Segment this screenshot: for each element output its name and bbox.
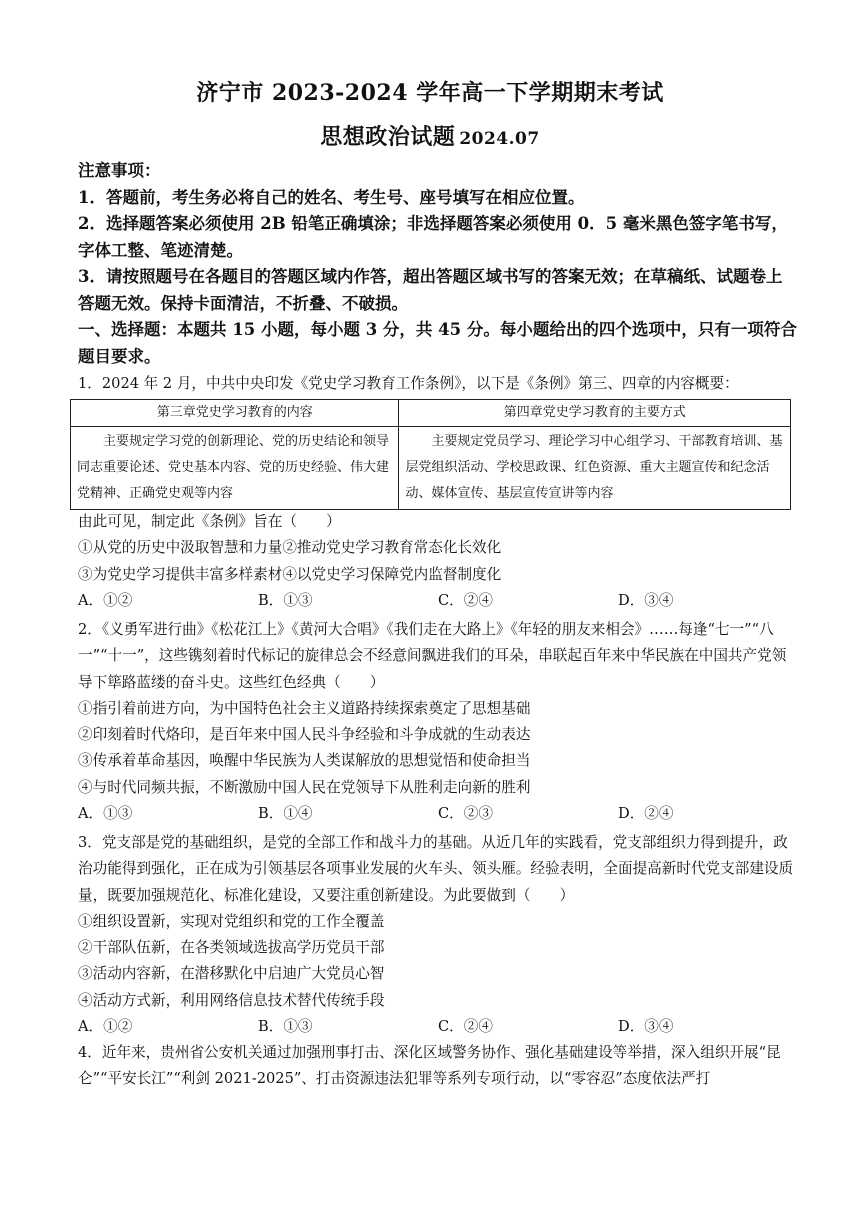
- question-stem: 3．党支部是党的基础组织，是党的全部工作和战斗力的基础。从近几年的实践看，党支部组织力得到提升，政治功能得到强化，正在成为引领基层各项事业发展的火车头、领头雁。经验表明，全面提高新时代党支部建设质量，既要加强规范化、标准化建设，又要注重创新建设。为此要做到（ ）: [78, 834, 794, 904]
- option-a: A．①③: [78, 805, 133, 823]
- exam-subtitle: [0, 120, 860, 151]
- question-stem: 由此可见，制定此《条例》旨在（ ）: [78, 513, 341, 530]
- statement-item: ②印刻着时代烙印，是百年来中国人民斗争经验和斗争成就的生动表达: [78, 726, 531, 744]
- question-stem: 1．2024 年 2 月，中共中央印发《党史学习教育工作条例》，以下是《条例》第三、四章的内容概要：: [78, 375, 739, 392]
- table-header: 第四章党史学习教育的主要方式: [399, 400, 791, 427]
- option-c: C．②④: [438, 1018, 493, 1036]
- statement-item: ①组织设置新，实现对党组织和党的工作全覆盖: [78, 912, 385, 930]
- option-d: D．③④: [618, 591, 674, 609]
- statement-item: ③为党史学习提供丰富多样素材④以党史学习保障党内监督制度化: [78, 565, 502, 583]
- statement-item: ④与时代同频共振，不断激励中国人民在党领导下从胜利走向新的胜利: [78, 778, 531, 796]
- option-b: B．①③: [258, 591, 313, 609]
- option-d: D．③④: [618, 1018, 674, 1036]
- question-4: [78, 1040, 798, 1093]
- statement-item: ①从党的历史中汲取智慧和力量②推动党史学习教育常态化长效化: [78, 539, 502, 557]
- question-1-stem: [78, 371, 798, 397]
- question-2: [78, 617, 798, 827]
- option-row: [78, 1014, 798, 1040]
- table-cell: 主要规定党员学习、理论学习中心组学习、干部教育培训、基层党组织活动、学校思政课、红色资源、重大主题宣传和纪念活动、媒体宣传、基层宣传宣讲等内容: [399, 427, 791, 510]
- option-a: A．①②: [78, 1018, 133, 1036]
- question-1-table: [70, 399, 791, 510]
- notice-item: 2．选择题答案必须使用 2B 铅笔正确填涂；非选择题答案必须使用 0．5 毫米黑色签字笔书写，字体工整、笔迹清楚。: [78, 214, 788, 260]
- exam-title: 济宁市 2023-2024 学年高一下学期期末考试: [196, 80, 664, 106]
- question-3: [78, 830, 798, 1040]
- option-b: B．①④: [258, 805, 313, 823]
- section-heading: 一、选择题：本题共 15 小题，每小题 3 分，共 45 分。每小题给出的四个选项中，只有一项符合题目要求。: [78, 320, 797, 366]
- option-a: A．①②: [78, 591, 133, 609]
- statement-item: ④活动方式新，利用网络信息技术替代传统手段: [78, 991, 385, 1009]
- statement-item: ①指引着前进方向，为中国特色社会主义道路持续探索奠定了思想基础: [78, 699, 531, 717]
- subject-title: 思想政治试题: [320, 124, 456, 150]
- table-cell: 主要规定学习党的创新理论、党的历史结论和领导同志重要论述、党史基本内容、党的历史经验、伟大建党精神、正确党史观等内容: [71, 427, 399, 510]
- exam-date: 2024.07: [459, 129, 540, 149]
- option-row: [78, 588, 798, 614]
- table-header: 第三章党史学习教育的内容: [71, 400, 399, 427]
- notice-item: 1．答题前，考生务必将自己的姓名、考生号、座号填写在相应位置。: [78, 187, 585, 207]
- notice-item: 3．请按照题号在各题目的答题区域内作答，超出答题区域书写的答案无效；在草稿纸、试题卷上答题无效。保持卡面清洁，不折叠、不破损。: [78, 267, 783, 313]
- option-c: C．②③: [438, 805, 493, 823]
- question-1-body: [78, 509, 798, 614]
- option-c: C．②④: [438, 591, 493, 609]
- statement-item: ③传承着革命基因，唤醒中华民族为人类谋解放的思想觉悟和使命担当: [78, 752, 531, 770]
- option-d: D．②④: [618, 805, 674, 823]
- option-row: [78, 801, 798, 827]
- question-stem: 2．《义勇军进行曲》《松花江上》《黄河大合唱》《我们走在大路上》《年轻的朋友来相会》……每逢“七一”“八一”“十一”，这些镌刻着时代标记的旋律总会不经意间飘进我们的耳朵，串联起百年来中华民族在中国共产党领导下筚路蓝缕的奋斗史。这些红色经典（ ）: [78, 621, 787, 691]
- notice-section: [78, 158, 798, 370]
- statement-item: ③活动内容新，在潜移默化中启迪广大党员心智: [78, 965, 385, 983]
- option-b: B．①③: [258, 1018, 313, 1036]
- statement-item: ②干部队伍新，在各类领域选拔高学历党员干部: [78, 939, 385, 957]
- question-stem: 4．近年来，贵州省公安机关通过加强刑事打击、深化区域警务协作、强化基础建设等举措，深入组织开展“昆仑”“平安长江”“利剑 2021-2025”、打击资源违法犯罪等系列专项行动，以“零容忍”态度依法严打: [78, 1044, 781, 1088]
- notice-heading: 注意事项：: [78, 161, 161, 180]
